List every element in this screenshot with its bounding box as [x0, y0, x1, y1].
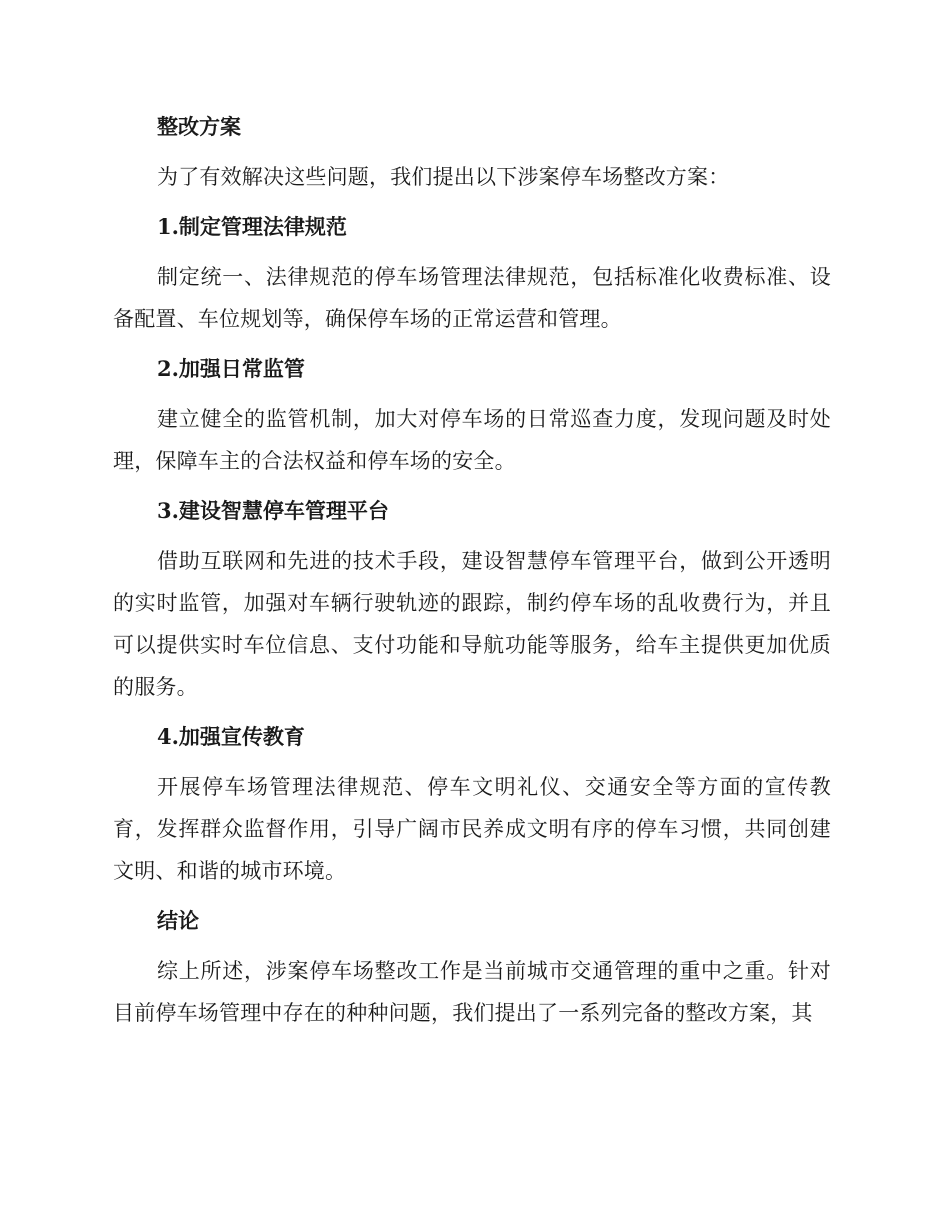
document-page — [113, 108, 831, 1044]
paragraph-4: 开展停车场管理法律规范、停车文明礼仪、交通安全等方面的宣传教育，发挥群众监督作用，引导广阔市民养成文明有序的停车习惯，共同创建文明、和谐的城市环境。 — [113, 775, 831, 883]
section-heading-rectification-plan: 整改方案 — [157, 114, 241, 139]
section-heading-2: 2.加强日常监管 — [157, 356, 305, 381]
conclusion-paragraph: 综上所述，涉案停车场整改工作是当前城市交通管理的重中之重。针对目前停车场管理中存在的种种问题，我们提出了一系列完备的整改方案，其 — [113, 959, 831, 1025]
section-heading-conclusion: 结论 — [157, 908, 199, 933]
section-heading-3: 3.建设智慧停车管理平台 — [157, 498, 389, 523]
paragraph-2: 建立健全的监管机制，加大对停车场的日常巡查力度，发现问题及时处理，保障车主的合法权益和停车场的安全。 — [113, 407, 831, 473]
intro-paragraph: 为了有效解决这些问题，我们提出以下涉案停车场整改方案： — [157, 165, 730, 189]
section-heading-1: 1.制定管理法律规范 — [157, 214, 347, 239]
paragraph-1: 制定统一、法律规范的停车场管理法律规范，包括标准化收费标准、设备配置、车位规划等，确保停车场的正常运营和管理。 — [113, 265, 831, 331]
section-heading-4: 4.加强宣传教育 — [157, 724, 305, 749]
paragraph-3: 借助互联网和先进的技术手段，建设智慧停车管理平台，做到公开透明的实时监管，加强对车辆行驶轨迹的跟踪，制约停车场的乱收费行为，并且可以提供实时车位信息、支付功能和导航功能等服务，给车主提供更加优质的服务。 — [113, 549, 831, 699]
